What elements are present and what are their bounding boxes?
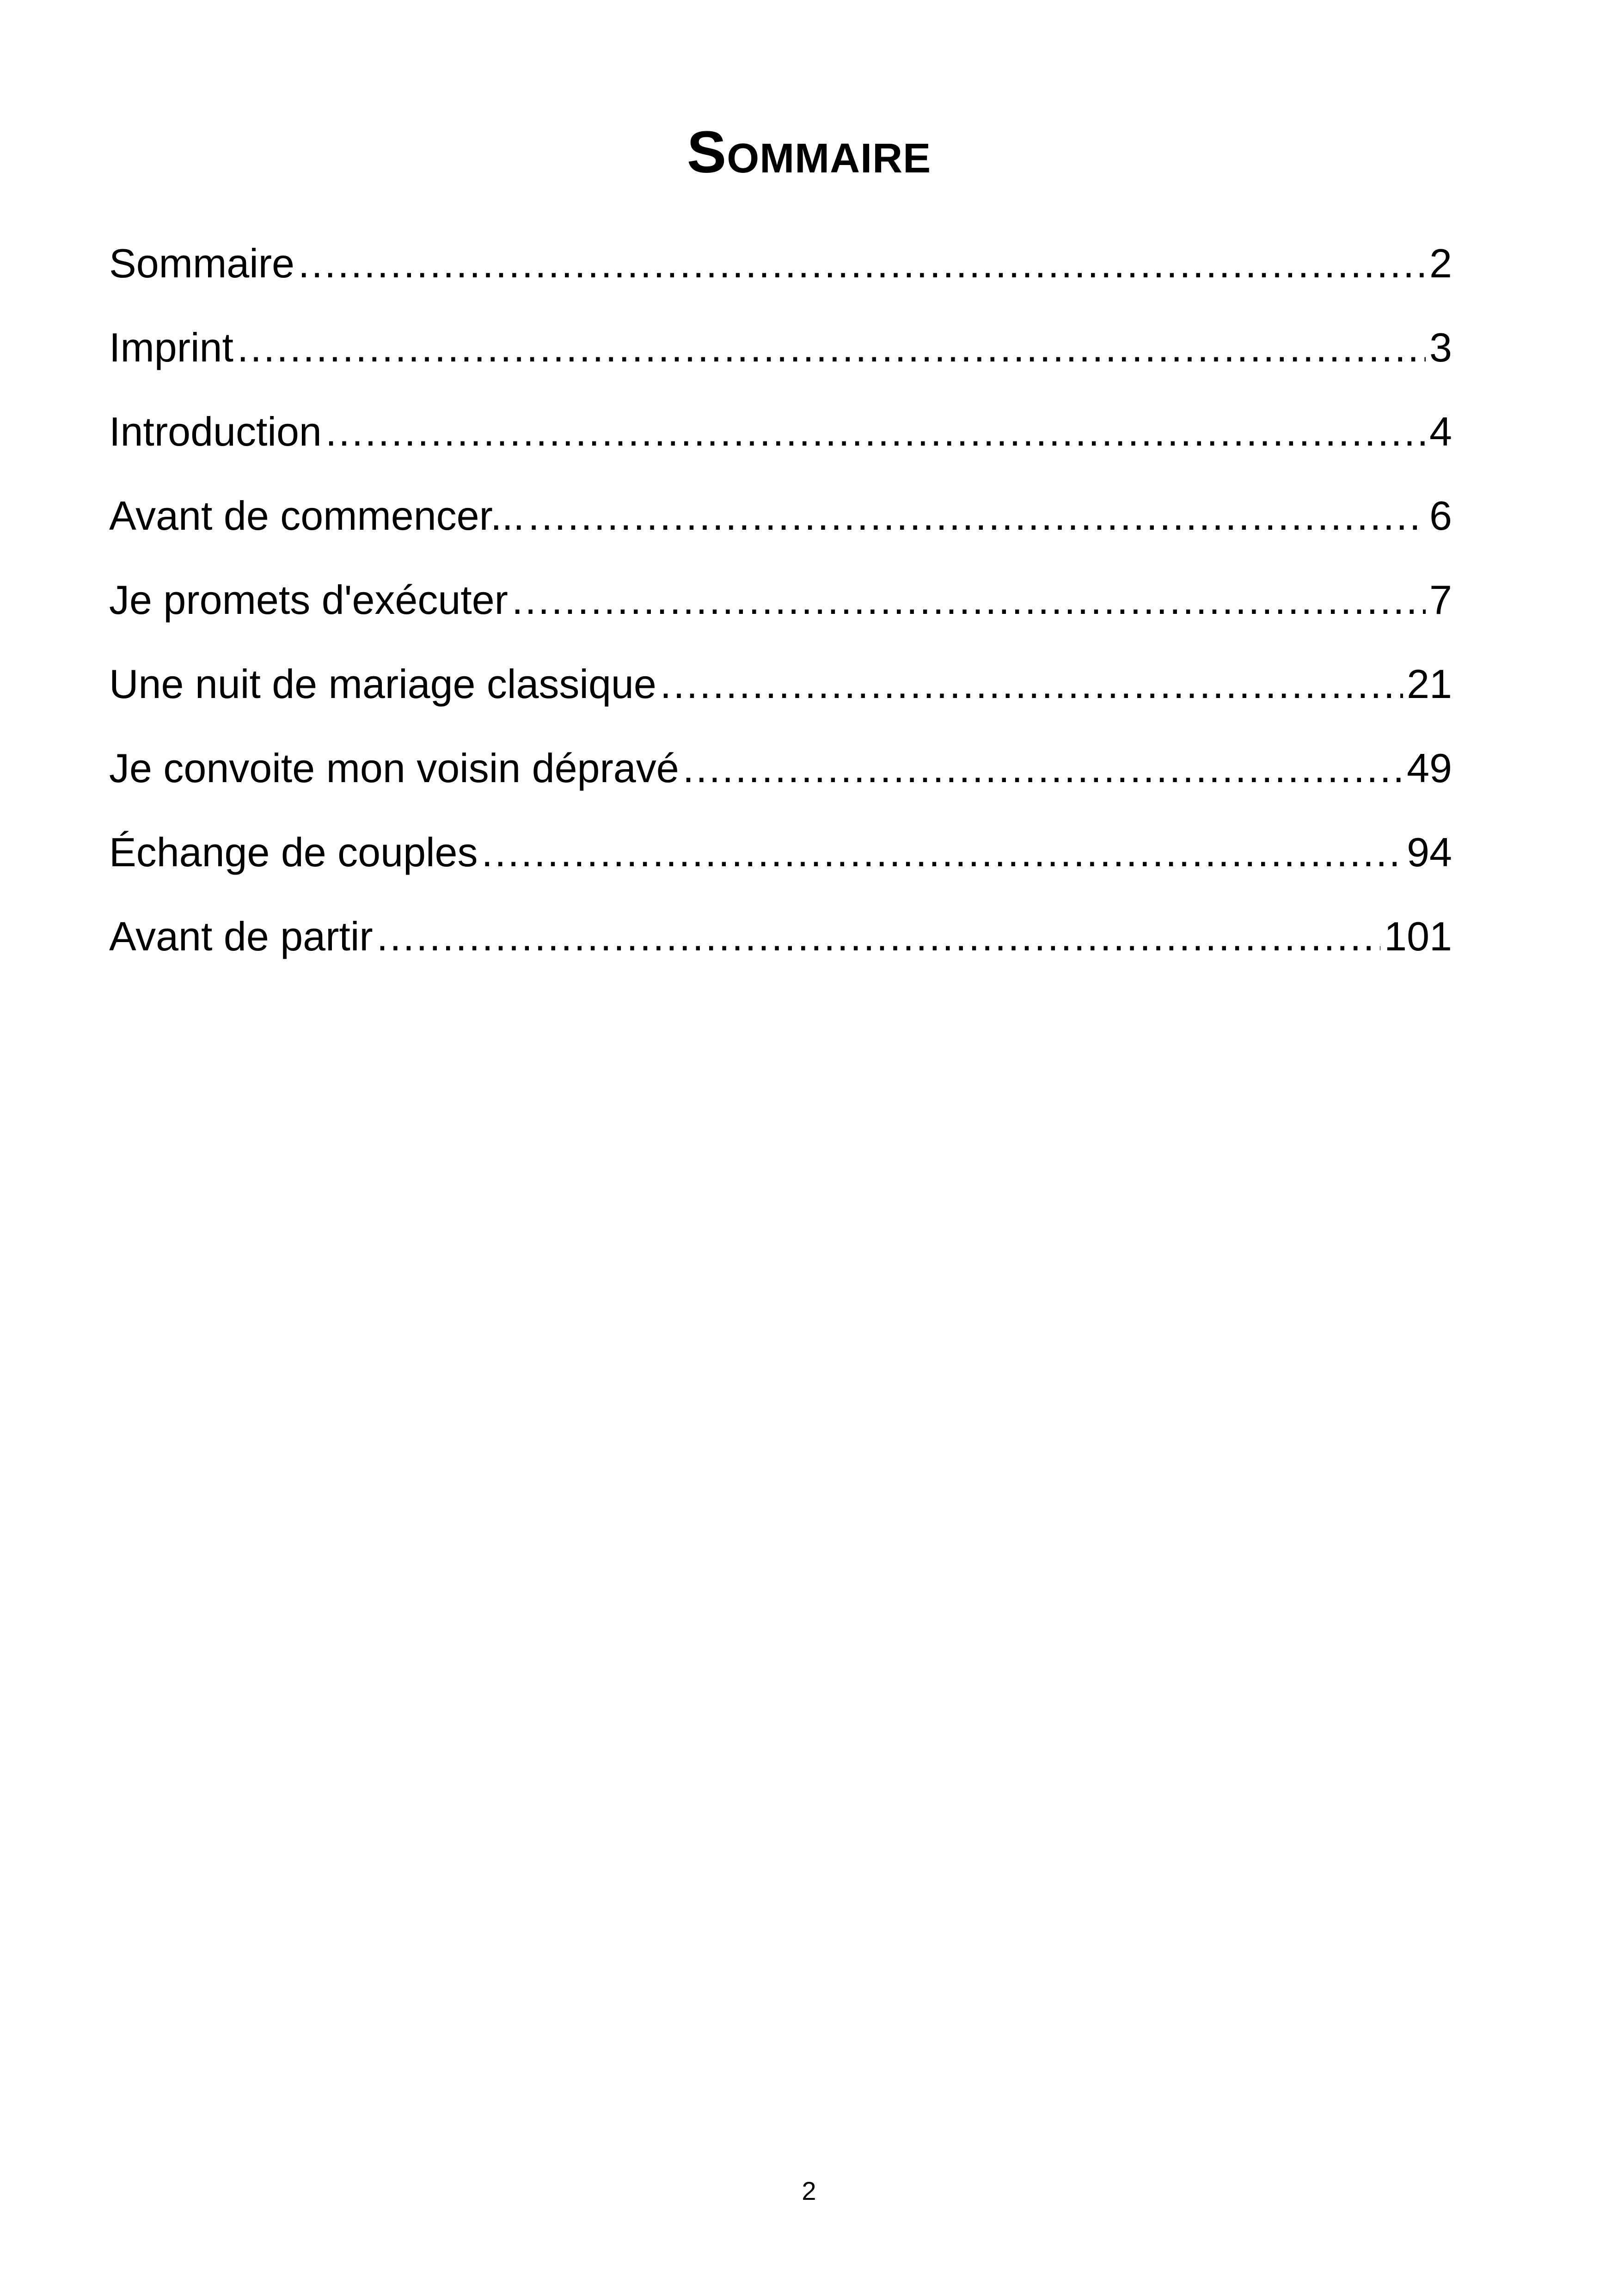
toc-dot-leader — [325, 397, 1426, 466]
toc-dot-leader — [512, 565, 1426, 635]
toc-dot-leader — [377, 902, 1380, 971]
page-number: 2 — [802, 2176, 816, 2205]
toc-entry-page: 2 — [1429, 240, 1452, 286]
toc-entry-label: Introduction — [109, 409, 322, 454]
toc-entry-page: 6 — [1429, 493, 1452, 539]
toc-entry[interactable] — [109, 649, 1452, 734]
toc-entry[interactable] — [109, 397, 1452, 481]
toc-entry-page: 49 — [1407, 745, 1452, 791]
toc-entry-label: Échange de couples — [109, 829, 478, 875]
toc-entry-page: 7 — [1429, 577, 1452, 623]
toc-dot-leader — [298, 229, 1426, 298]
toc-entry-page: 3 — [1429, 325, 1452, 370]
toc-dot-leader — [660, 649, 1403, 719]
page-title: Sommaire — [686, 119, 932, 185]
toc-entry[interactable] — [109, 313, 1452, 397]
toc-entry[interactable] — [109, 902, 1452, 986]
toc-entry-label: Sommaire — [109, 240, 294, 286]
toc-entry-label: Avant de partir — [109, 913, 373, 959]
toc-entry-page: 101 — [1384, 913, 1452, 959]
toc-entry-page: 4 — [1429, 409, 1452, 454]
toc-entry[interactable] — [109, 734, 1452, 818]
toc-dot-leader — [683, 734, 1403, 803]
toc-entry[interactable] — [109, 565, 1452, 649]
toc-entry[interactable] — [109, 818, 1452, 902]
toc-entry-label: Avant de commencer... — [109, 493, 525, 539]
toc-entry-label: Je promets d'exécuter — [109, 577, 508, 623]
toc-entry-label: Une nuit de mariage classique — [109, 661, 656, 707]
toc-entry-label: Imprint — [109, 325, 233, 370]
toc-entry-page: 21 — [1407, 661, 1452, 707]
toc-dot-leader — [237, 313, 1426, 382]
toc-entry-page: 94 — [1407, 829, 1452, 875]
toc-dot-leader — [482, 818, 1403, 887]
toc-entry[interactable] — [109, 229, 1452, 313]
table-of-contents — [109, 229, 1452, 986]
toc-dot-leader — [528, 481, 1426, 551]
toc-entry[interactable] — [109, 481, 1452, 565]
toc-entry-label: Je convoite mon voisin dépravé — [109, 745, 679, 791]
